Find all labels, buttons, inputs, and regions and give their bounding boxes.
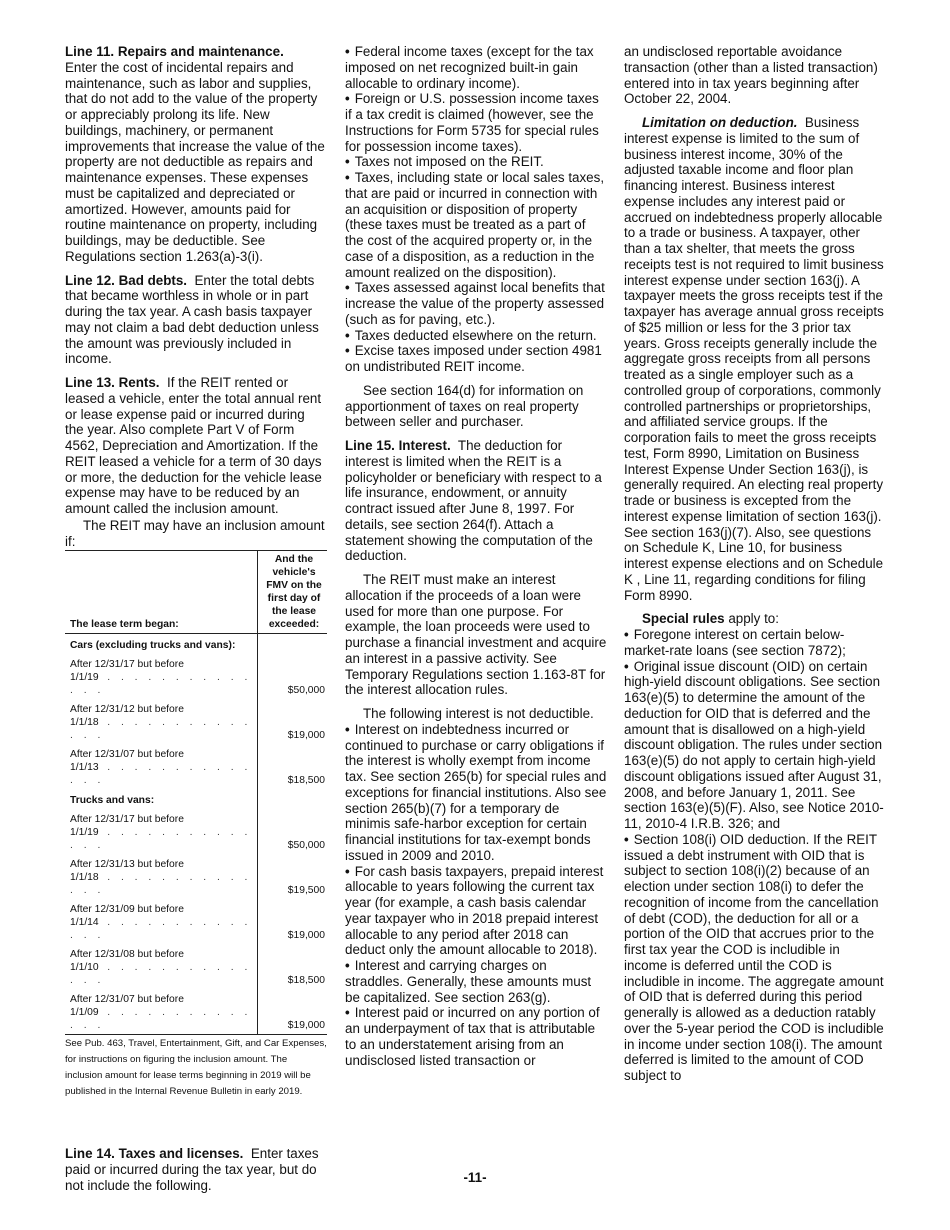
column-3 [624,44,886,1084]
line-13-section [65,375,327,517]
row-period-end: 1/1/18 [70,717,99,729]
leader-dots: . . . . . . . . . . . . . . [70,762,252,787]
row-period-start: After 12/31/17 but before [70,814,184,826]
row-period-end: 1/1/14 [70,917,99,929]
limitation-text: Business interest expense is limited to the sum of business interest income, 30% of the adjusted taxable income and floor plan financing interest. Business interest expense includes any interest paid or accrued on indebtedness properly allocable to a trade or business. A taxpayer, other than a tax shelter, that meets the gross receipts test is not required to limit business interest expense under section 163(j). A taxpayer meets the gross receipts test if the taxpayer has average annual gross receipts of $25 million or less for the 3 prior tax years. Gross receipts generally include the aggregate gross receipts from all persons treated as a single employer such as a controlled group of corporations, commonly controlled partnerships or proprietorships, and affiliated service groups. If the corporation fails to meet the gross receipts test, Form 8990, Limitation on Business Interest Expense Under Section 163(j), is generally required. An electing real property trade or business is excepted from the interest expense limitation of section 163(j). See section 163(j)(7). Also, see questions on Schedule K, Line 10, for business interest expense elections and on Schedule K , Line 11, regarding conditions for filing Form 8990. [624,115,884,603]
leader-dots: . . . . . . . . . . . . . . [70,917,252,942]
row-fmv-value: $19,000 [287,930,325,942]
row-fmv-value: $19,500 [287,885,325,897]
row-period-start: After 12/31/07 but before [70,994,184,1006]
row-period-start: After 12/31/12 but before [70,704,184,716]
row-period-start: After 12/31/07 but before [70,749,184,761]
table-row [65,944,327,989]
row-period-start: After 12/31/09 but before [70,904,184,916]
row-fmv-value: $19,000 [258,989,328,1035]
leader-dots: . . . . . . . . . . . . . . [70,1007,252,1032]
line-11-heading: Line 11. Repairs and maintenance. [65,44,284,59]
list-item: • Foregone interest on certain below-market-rate loans (see section 7872); [624,627,886,659]
special-rules-tail: apply to: [724,611,779,627]
leader-dots: . . . . . . . . . . . . . . [70,827,252,852]
inclusion-amount-table [65,550,327,1035]
row-period-end: 1/1/18 [70,872,99,884]
interest-allocation-paragraph: The REIT must make an interest allocation if the proceeds of a loan were used for more than one purpose. For example, the loan proceeds were used to purchase a financial investment and acquire an interest in a passive activity. See Temporary Regulations section 1.163-8T for the interest allocation rules. [345,572,607,698]
row-fmv-value: $50,000 [287,840,325,852]
line-12-text: Enter the total debts that became worthless in whole or in part during the tax year. A cash basis taxpayer may not claim a bad debt deduction unless the amount was previously included in income. [65,272,319,367]
table-row [65,699,327,744]
line-11-text: Enter the cost of incidental repairs and maintenance, such as labor and supplies, that do not add to the value of the property or appreciably prolong its life. New buildings, machinery, or permanent improvements that increase the value of the property are not deductible as repairs and maintenance expenses. These expenses must be capitalized and depreciated or amortized. However, amounts paid for routine maintenance on property, including buildings, may be deductible. See Regulations section 1.263(a)-3(i). [65,59,325,264]
row-fmv-value: $19,000 [287,730,325,742]
leader-dots: . . . . . . . . . . . . . . [70,717,252,742]
special-rules-heading: Special rules [642,611,725,627]
table-row [65,899,327,944]
list-item: • Section 108(i) OID deduction. If the REIT issued a debt instrument with OID that is subject to section 108(i)(2) because of an election under section 108(i) to defer the recognition of income from the cancellation of debt (COD), the deduction for all or a portion of the OID that accrues prior to the first tax year the COD is includible in income is deferred until the COD is includible in income. The aggregate amount of OID that is deferred during this period generally is allowed as a deduction ratably over the 5-year period the COD is includible in income under section 108(i). The amount deferred is limited to the amount of COD subject to [624,832,886,1084]
column-2 [345,44,607,1068]
line-12-heading: Line 12. Bad debts. [65,272,188,288]
list-item: • Interest paid or incurred on any portion of an underpayment of tax that is attributable to an understatement arising from an undisclosed listed transaction or [345,1005,607,1068]
line-15-heading: Line 15. Interest. [345,438,451,453]
table-header-fmv: And the vehicle's FMV on the first day of the lease exceeded: [266,554,322,631]
page-number: -11- [463,1170,487,1185]
leader-dots: . . . . . . . . . . . . . . [70,872,252,897]
row-period-start: After 12/31/08 but before [70,949,184,961]
list-item: • Federal income taxes (except for the tax imposed on net recognized built-in gain allocable to ordinary income). [345,44,607,91]
section-164-paragraph: See section 164(d) for information on apportionment of taxes on real property between seller and purchaser. [345,382,584,430]
row-period-end: 1/1/10 [70,962,99,974]
row-fmv-value: $18,500 [287,975,325,987]
not-deductible-paragraph: The following interest is not deductible. [363,706,594,721]
line-13-paragraph-2: The REIT may have an inclusion amount if: [65,517,325,549]
leader-dots: . . . . . . . . . . . . . . [70,672,252,697]
table-header-lease-term: The lease term began: [65,551,258,634]
special-rules-intro [624,611,886,627]
line-14-heading: Line 14. Taxes and licenses. [65,1146,244,1162]
row-period-start: After 12/31/13 but before [70,859,184,871]
table-row [65,744,327,789]
row-fmv-value: $18,500 [287,775,325,787]
row-period-start: After 12/31/17 but before [70,659,184,671]
table-footnote: See Pub. 463, Travel, Entertainment, Gift, and Car Expenses, for instructions on figuring the inclusion amount. The inclusion amount for lease terms beginning in 2019 will be published in the Internal Revenue Bulletin in early 2019. [65,1038,327,1098]
line-13-heading: Line 13. Rents. [65,375,160,390]
list-item: • Taxes deducted elsewhere on the return. [345,328,607,344]
table-group-cars: Cars (excluding trucks and vans): [65,634,258,655]
table-group-trucks: Trucks and vans: [65,789,258,809]
limitation-section [624,115,886,603]
line-15-section [345,438,607,564]
line-11-section [65,44,327,265]
list-item: • Interest and carrying charges on straddles. Generally, these amounts must be capitalized. See section 263(g). [345,958,607,1005]
column-1 [65,44,327,1194]
list-item: • For cash basis taxpayers, prepaid interest allocable to years following the current tax year (for example, a cash basis calendar year taxpayer who in 2018 prepaid interest allocable to any period after 2018 can deduct only the amount allocable to 2018). [345,864,607,959]
list-item: • Interest on indebtedness incurred or continued to purchase or carry obligations if the interest is wholly exempt from income tax. See section 265(b) for special rules and exceptions for financial institutions. Also see section 265(b)(7) for a temporary de minimis safe-harbor exception for certain financial institutions for tax-exempt bonds issued in 2009 and 2010. [345,722,607,864]
continued-paragraph: an undisclosed reportable avoidance transaction (other than a listed transaction) entered into in tax years beginning after October 22, 2004. [624,44,878,107]
list-item: • Taxes not imposed on the REIT. [345,154,607,170]
line-13-text: If the REIT rented or leased a vehicle, enter the total annual rent or lease expense paid or incurred during the year. Also complete Part V of Form 4562, Depreciation and Amortization. If the REIT leased a vehicle for a term of 30 days or more, the deduction for the vehicle lease expense may have to be reduced by an amount called the inclusion amount. [65,375,322,516]
list-item: • Taxes assessed against local benefits that increase the value of the property assessed (such as for paving, etc.). [345,280,607,327]
leader-dots: . . . . . . . . . . . . . . [70,962,252,987]
list-item: • Taxes, including state or local sales taxes, that are paid or incurred in connection with an acquisition or disposition of property (these taxes must be treated as a part of the cost of the acquired property or, in the case of a disposition, as a reduction in the amount realized on the disposition). [345,170,607,280]
row-fmv-value: $50,000 [287,685,325,697]
row-period-end: 1/1/13 [70,762,99,774]
limitation-heading: Limitation on deduction. [642,115,798,130]
line-12-section [65,273,327,368]
row-period-end: 1/1/19 [70,672,99,684]
table-row [65,809,327,854]
list-item: • Excise taxes imposed under section 4981 on undistributed REIT income. [345,343,607,375]
line-15-text: The deduction for interest is limited when the REIT is a policyholder or beneficiary with respect to a life insurance, endowment, or annuity contract issued after June 8, 1997. For details, see section 264(f). Attach a statement showing the computation of the deduction. [345,438,602,564]
row-period-end: 1/1/09 [70,1007,99,1019]
table-row [65,654,327,699]
list-item: • Original issue discount (OID) on certain high-yield discount obligations. See section 163(e)(5) to determine the amount of the deduction for OID that is deferred and the amount that is disallowed on a high-yield discount obligation. The rules under section 163(e)(5) do not apply to certain high-yield discount obligations issued after August 31, 2008, and before January 1, 2011. See section 163(e)(5)(F). Also, see Notice 2010-11, 2010-4 I.R.B. 326; and [624,659,886,832]
list-item: • Foreign or U.S. possession income taxes if a tax credit is claimed (however, see the Instructions for Form 5735 for special rules for possession income taxes). [345,91,607,154]
table-row [65,989,327,1035]
line-14-text: Enter taxes paid or incurred during the tax year, but do not include the following. [65,1146,319,1193]
row-period-end: 1/1/19 [70,827,99,839]
table-row [65,854,327,899]
